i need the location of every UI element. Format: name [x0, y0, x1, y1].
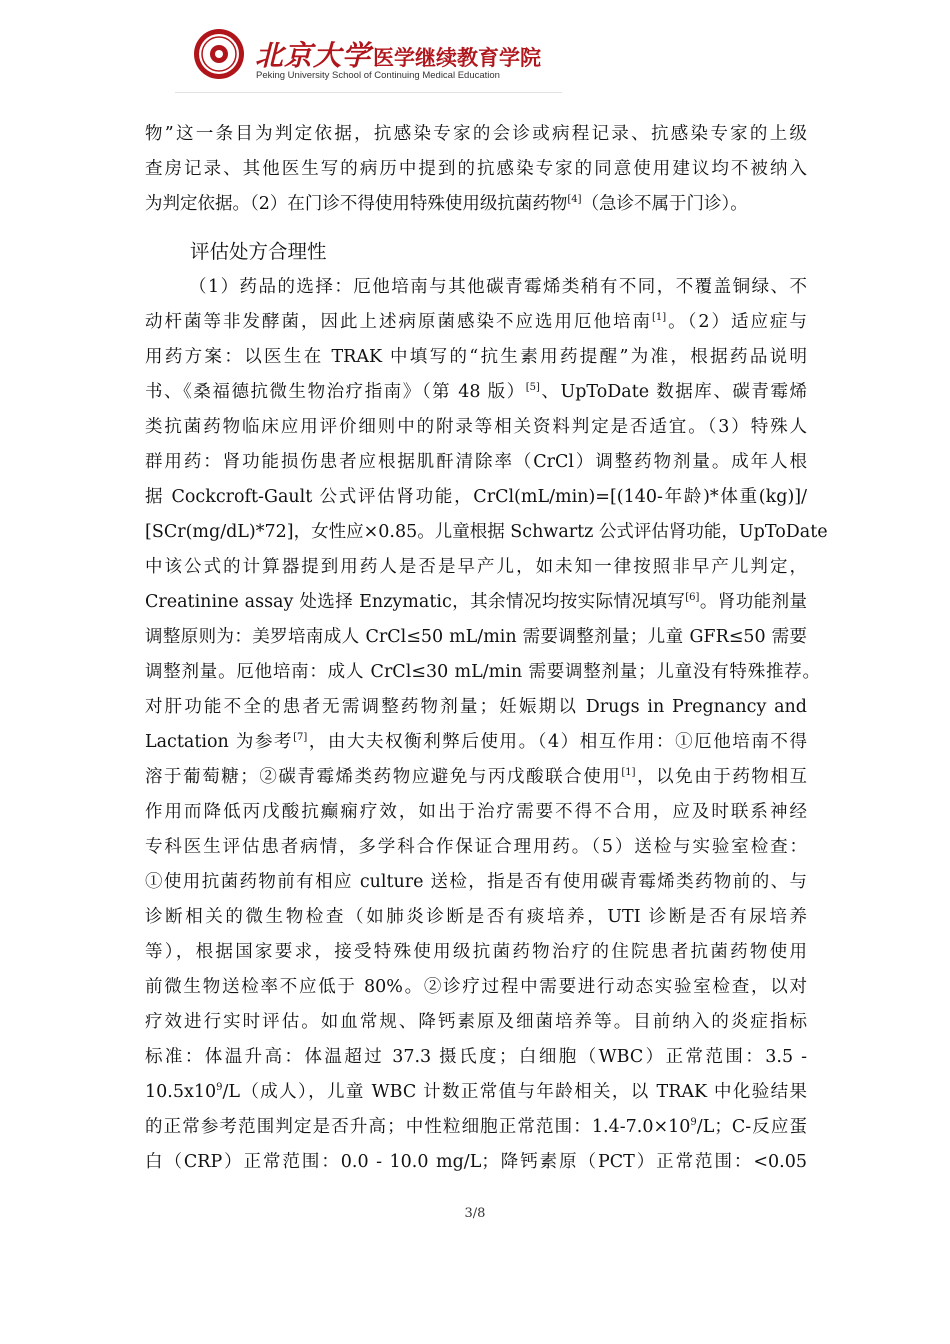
text-line: 调整原则为：美罗培南成人 CrCl≤50 mL/min 需要调整剂量；儿童 GFR≤50 需要: [145, 627, 807, 647]
exponent: 9: [690, 1117, 697, 1128]
text-line: 动杆菌等非发酵菌，因此上述病原菌感染不应选用厄他培南[1]。（2）适应症与: [145, 312, 807, 332]
exponent: 9: [216, 1082, 223, 1093]
citation: [1]: [621, 767, 636, 778]
text-line: [SCr(mg/dL)*72]，女性应×0.85。儿童根据 Schwartz 公式评估肾功能，UpToDate: [145, 522, 828, 542]
text-line: 等），根据国家要求，接受特殊使用级抗菌药物治疗的住院患者抗菌药物使用: [145, 942, 807, 962]
citation: [5]: [525, 382, 540, 393]
paragraph-continuation: [145, 117, 807, 222]
text-line: （1）药品的选择：厄他培南与其他碳青霉烯类稍有不同，不覆盖铜绿、不: [189, 277, 807, 297]
university-seal-icon: [193, 28, 245, 80]
text-line: 对肝功能不全的患者无需调整药物剂量；妊娠期以 Drugs in Pregnancy and: [145, 697, 807, 717]
text-line: 标准：体温升高：体温超过 37.3 摄氏度；白细胞（WBC）正常范围：3.5 -: [145, 1047, 807, 1067]
text-line: 中该公式的计算器提到用药人是否是早产儿，如未知一律按照非早产儿判定，: [145, 557, 807, 577]
brand-english: Peking University School of Continuing Medical Education: [256, 70, 500, 81]
text-line: 作用而降低丙戊酸抗癫痫疗效，如出于治疗需要不得不合用，应及时联系神经: [145, 802, 807, 822]
text-line: 查房记录、其他医生写的病历中提到的抗感染专家的同意使用建议均不被纳入: [145, 159, 807, 179]
text-line: 专科医生评估患者病情，多学科合作保证合理用药。（5）送检与实验室检查：: [145, 837, 807, 857]
text-line: 群用药：肾功能损伤患者应根据肌酐清除率（CrCl）调整药物剂量。成年人根: [145, 452, 807, 472]
text-line: Creatinine assay 处选择 Enzymatic，其余情况均按实际情况填写[6]。肾功能剂量: [145, 592, 808, 612]
text-line: ①使用抗菌药物前有相应 culture 送检，指是否有使用碳青霉烯类药物前的、与: [145, 872, 807, 892]
text-line: 用药方案：以医生在 TRAK 中填写的“抗生素用药提醒”为准，根据药品说明: [145, 347, 807, 367]
text-line: 据 Cockcroft-Gault 公式评估肾功能，CrCl(mL/min)=[(140-年龄)*体重(kg)]/: [145, 487, 807, 507]
brand-chinese: [255, 34, 542, 72]
citation: [1]: [651, 312, 667, 323]
citation: [7]: [293, 732, 308, 743]
document-header: [175, 14, 562, 93]
text-line: 诊断相关的微生物检查（如肺炎诊断是否有痰培养，UTI 诊断是否有尿培养: [145, 907, 807, 927]
text-line: 调整剂量。厄他培南：成人 CrCl≤30 mL/min 需要调整剂量；儿童没有特殊推荐。: [145, 662, 820, 682]
text-line: 溶于葡萄糖；②碳青霉烯类药物应避免与丙戊酸联合使用[1]，以免由于药物相互: [145, 767, 807, 787]
text-line: 类抗菌药物临床应用评价细则中的附录等相关资料判定是否适宜。（3）特殊人: [145, 417, 807, 437]
text-line: 为判定依据。（2）在门诊不得使用特殊使用级抗菌药物[4]（急诊不属于门诊）。: [145, 194, 748, 214]
section-heading: 评估处方合理性: [190, 240, 327, 263]
text-line: 物”这一条目为判定依据，抗感染专家的会诊或病程记录、抗感染专家的上级: [145, 124, 807, 144]
brand-cn-university: 北京大学: [255, 39, 372, 72]
brand-cn-school: 医学继续教育学院: [373, 45, 542, 70]
citation: [6]: [685, 592, 700, 603]
page-number: 3/8: [464, 1206, 486, 1221]
text-line: 白（CRP）正常范围：0.0 - 10.0 mg/L；降钙素原（PCT）正常范围：<0.05: [145, 1152, 807, 1172]
text-line: $10.5x10^9/L$（成人），儿童 WBC 计数正常值与年龄相关，以 TRAK 中化验结果: [145, 1082, 807, 1102]
citation: [4]: [567, 194, 582, 205]
text-line: 疗效进行实时评估。如血常规、降钙素原及细菌培养等。目前纳入的炎症指标: [145, 1012, 807, 1032]
body-paragraph: [145, 270, 828, 1180]
text-line: 的正常参考范围判定是否升高；中性粒细胞正常范围：$1.4-7.0\times 10^9/L$；C-反应蛋: [145, 1117, 807, 1137]
text-line: Lactation 为参考[7]，由大夫权衡利弊后使用。（4）相互作用：①厄他培南不得: [145, 732, 807, 752]
text-line: 书、《桑福德抗微生物治疗指南》（第 48 版）[5]、UpToDate 数据库、碳青霉烯: [145, 382, 807, 402]
text-line: 前微生物送检率不应低于 80%。②诊疗过程中需要进行动态实验室检查，以对: [145, 977, 807, 997]
